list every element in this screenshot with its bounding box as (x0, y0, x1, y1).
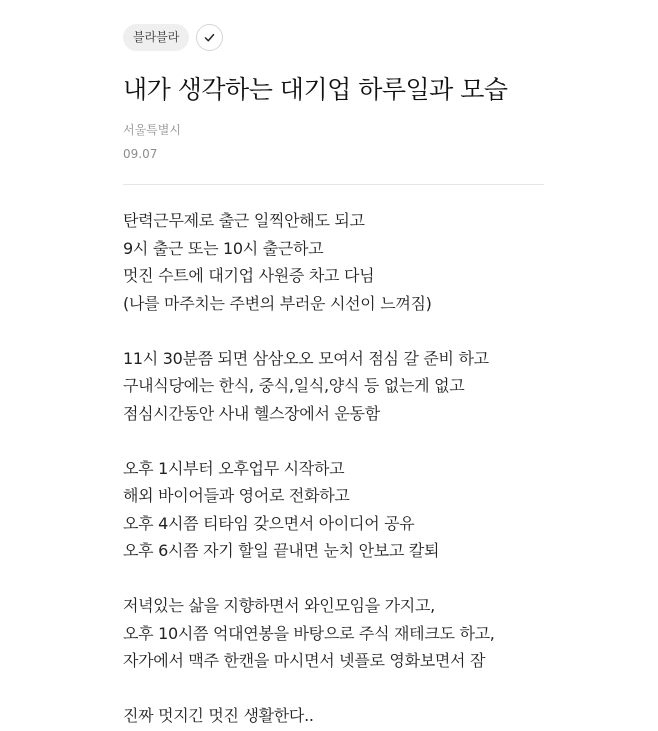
paragraph-gap (123, 317, 643, 345)
body-line: 9시 출근 또는 10시 출근하고 (123, 238, 324, 258)
body-line: (나를 마주치는 주변의 부러운 시선이 느껴짐) (123, 293, 432, 313)
body-line: 탄력근무제로 출근 일찍안해도 되고 (123, 211, 365, 230)
body-line: 저녁있는 삶을 지향하면서 와인모임을 가지고, (123, 596, 435, 615)
body-line: 해외 바이어들과 영어로 전화하고 (123, 486, 350, 505)
post-title: 내가 생각하는 대기업 하루일과 모습 (123, 75, 508, 104)
body-line: 오후 1시부터 오후업무 시작하고 (123, 458, 345, 478)
body-line: 오후 10시쯤 억대연봉을 바탕으로 주식 재테크도 하고, (123, 623, 495, 643)
body-line: 구내식당에는 한식, 중식,일식,양식 등 없는게 없고 (123, 376, 465, 395)
post-location: 서울특별시 (123, 123, 181, 137)
check-button[interactable] (196, 24, 223, 51)
body-line: 오후 6시쯤 자기 할일 끝내면 눈치 안보고 칼퇴 (123, 541, 440, 560)
topic-tag[interactable]: 블라블라 (123, 24, 189, 51)
body-line: 점심시간동안 사내 헬스장에서 운동함 (123, 403, 380, 423)
body-line: 진짜 멋지긴 멋진 생활한다.. (123, 706, 314, 725)
post-date: 09.07 (123, 147, 158, 161)
body-line: 11시 30분쯤 되면 삼삼오오 모여서 점심 갈 준비 하고 (123, 348, 489, 368)
post-body (123, 207, 643, 730)
paragraph-gap (123, 427, 643, 455)
paragraph-gap (123, 565, 643, 593)
tag-row (123, 24, 223, 51)
body-line: 멋진 수트에 대기업 사원증 차고 다님 (123, 266, 375, 285)
divider (123, 184, 544, 185)
body-line: 자가에서 맥주 한캔을 마시면서 넷플로 영화보면서 잠 (123, 651, 486, 670)
check-icon (203, 31, 216, 44)
body-line: 오후 4시쯤 티타임 갖으면서 아이디어 공유 (123, 513, 415, 533)
paragraph-gap (123, 675, 643, 703)
